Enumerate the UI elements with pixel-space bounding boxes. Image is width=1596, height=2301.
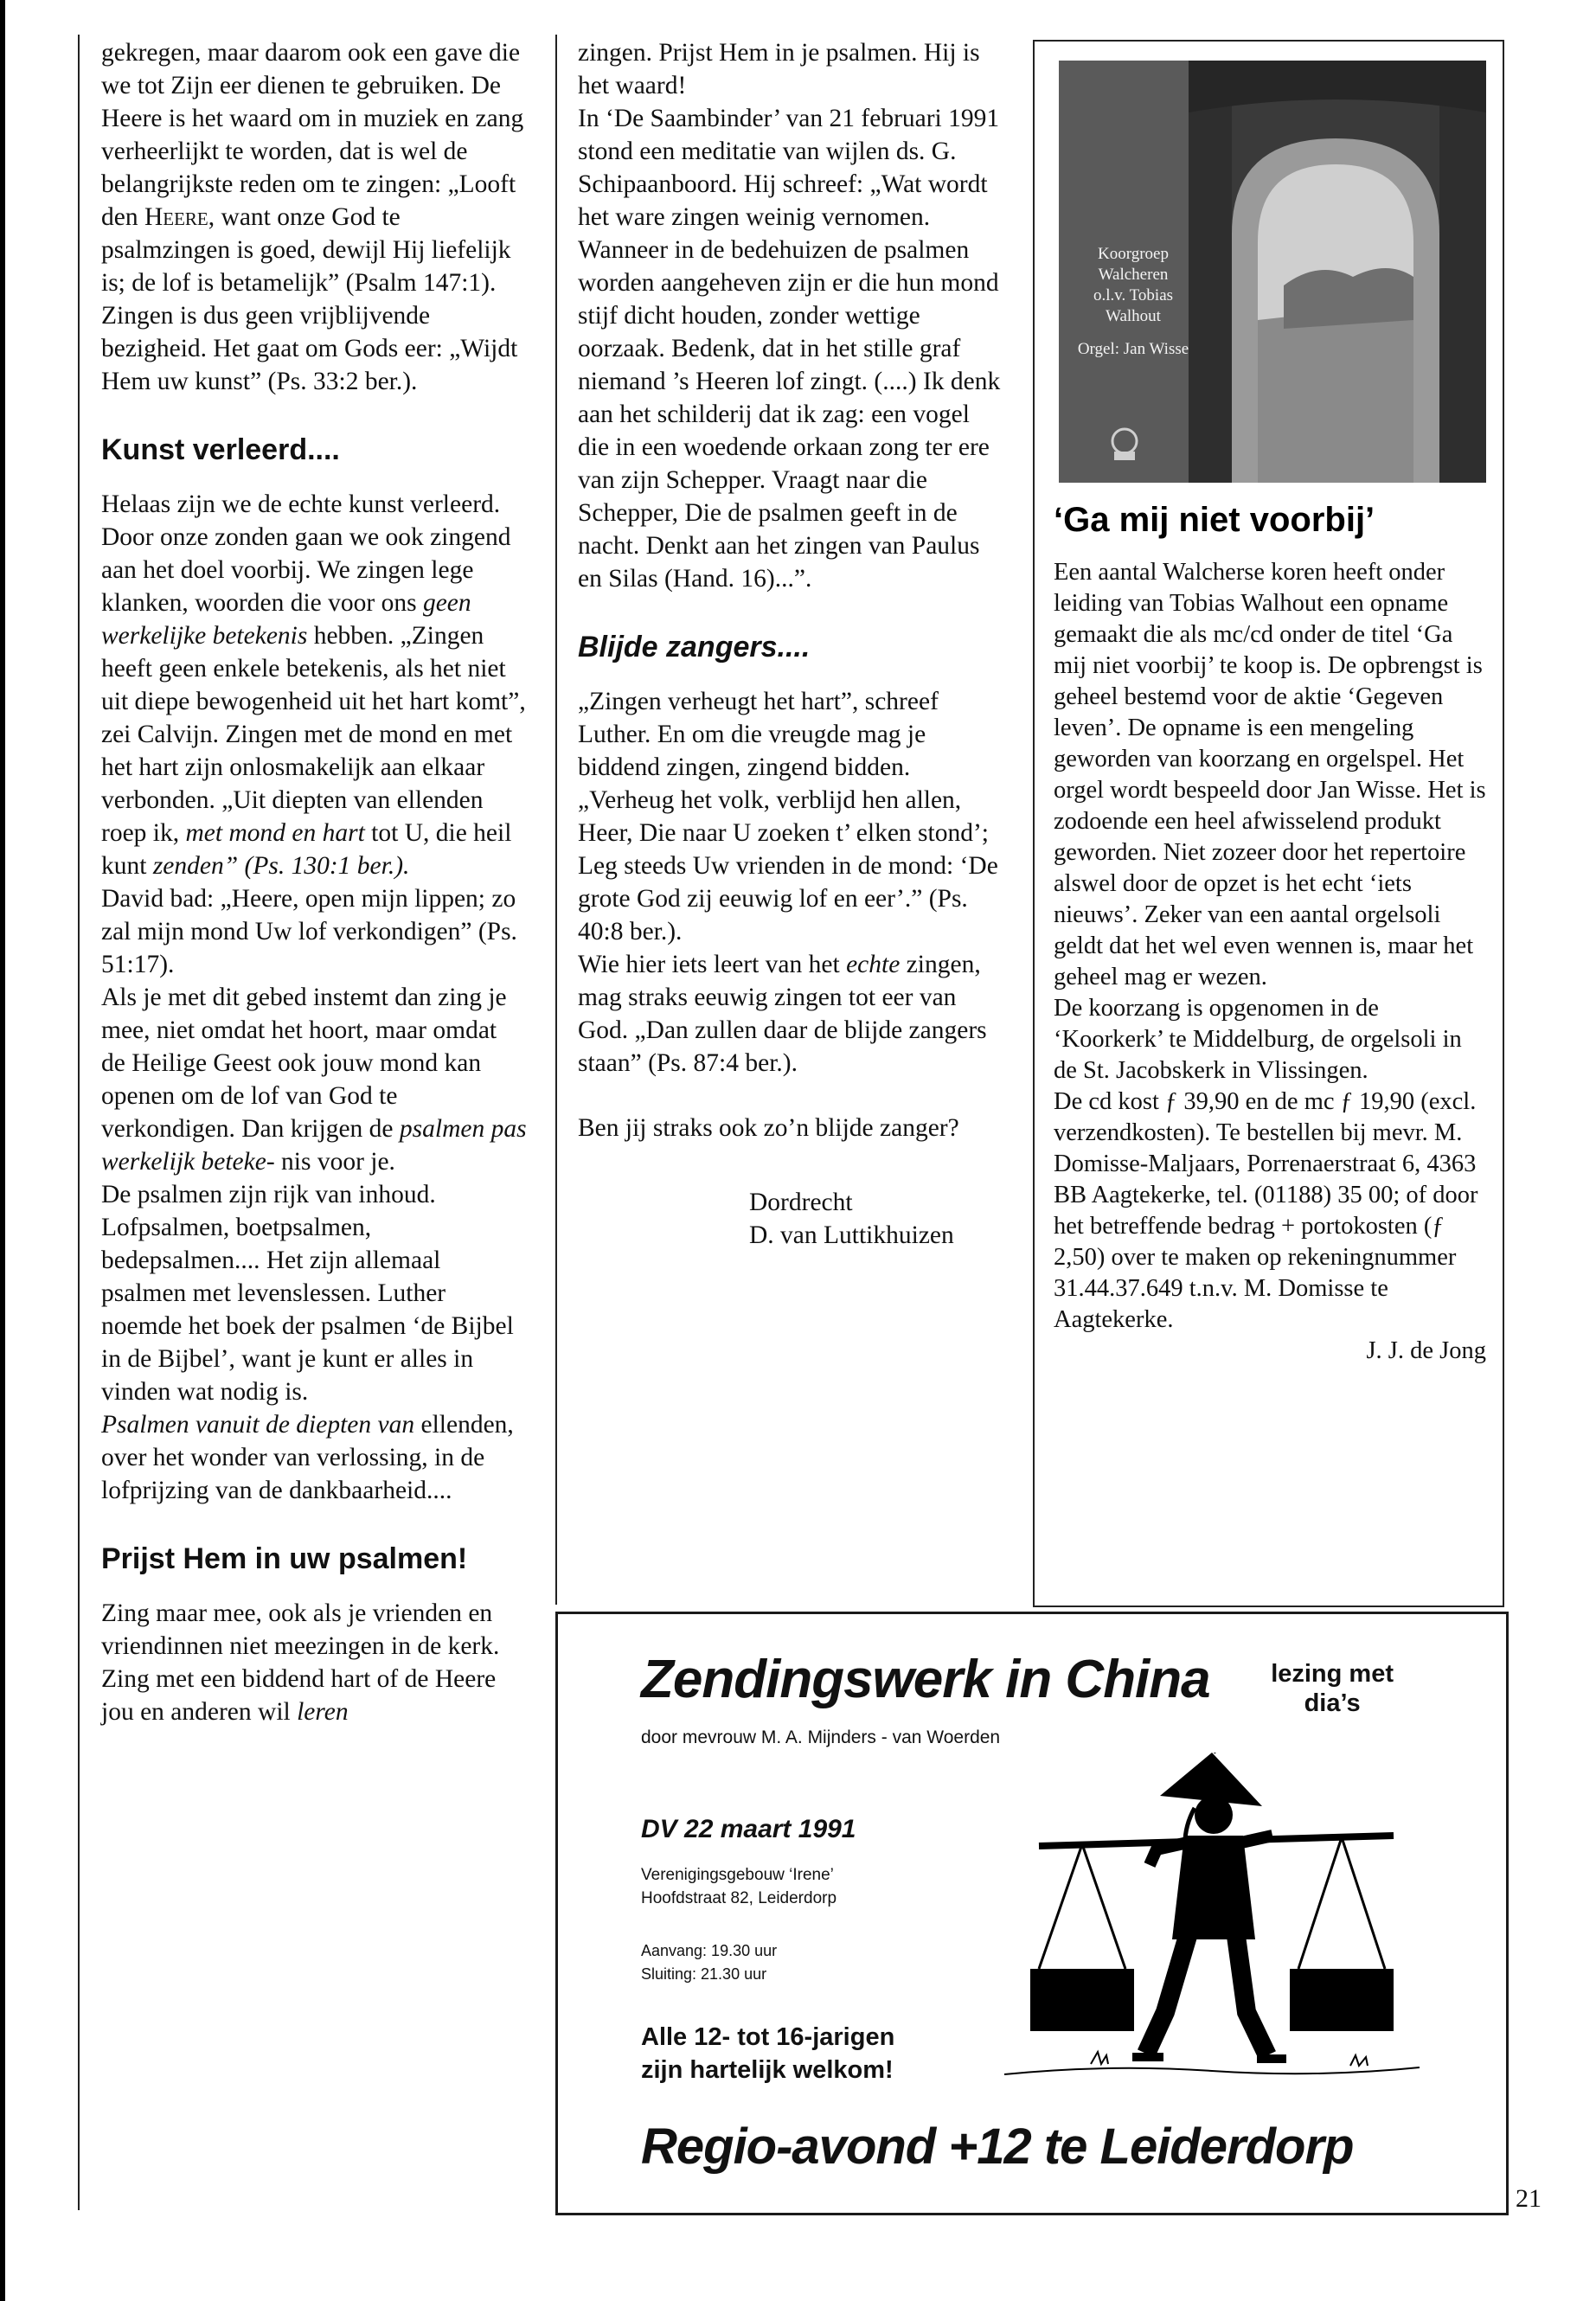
signature: [578, 1186, 1007, 1252]
album-cover-image: [1059, 61, 1486, 483]
ad-regio-avond: Regio-avond +12 te Leiderdorp: [641, 2118, 1354, 2175]
section-heading: Blijde zangers....: [578, 631, 811, 663]
paragraph: De psalmen zijn rijk van inhoud. Lofpsalmen, boetpsalmen, bedepsalmen.... Het zijn allemaal psalmen met levenslessen. Luther noemde het boek der psalmen ‘de Bijbel in de Bijbel’, want je kunt er alles in vinden wat nodig is.: [101, 1181, 514, 1406]
review-author: J. J. de Jong: [1366, 1337, 1486, 1364]
paragraph: In ‘De Saambinder’ van 21 februari 1991 stond een meditatie van wijlen ds. G. Schipaanboord. Hij schreef: „Wat wordt het ware zingen weinig vernomen. Wanneer in de bedehuizen de psalmen worden aangeheven zijn er die hun mond stijf dicht houden, zonder wettige oorzaak. Bedenk, dat in het stille graf niemand ’s Heeren lof zingt. (....) Ik denk aan het schilderij dat ik zag: een vogel die in een woedende orkaan zong ter ere van zijn Schepper. Vraagt naar die Schepper, Die de psalmen geeft in de nacht. Denkt aan het zingen van Paulus en Silas (Hand. 16)...”.: [578, 105, 1001, 593]
paragraph: gekregen, maar daarom ook een gave die we tot Zijn eer dienen te gebruiken. De Heere is het waard om in muziek en zang verheerlijkt te worden, dat is wel de belangrijkste reden om te zingen: „Looft den Heere, want onze God te psalmzingen is goed, dewijl Hij liefelijk is; de lof is betamelijk” (Psalm 147:1).: [101, 39, 524, 297]
cd-review-text: [1054, 557, 1486, 1367]
paragraph: „Zingen verheugt het hart”, schreef Luther. En om die vreugde mag je biddend zingen, zingend bidden. „Verheug het volk, verblijd hen allen, Heer, Die naar U zoeken t’ elken stond’; Leg steeds Uw vrienden in de mond: ‘De grote God zij eeuwig lof en eer’.” (Ps. 40:8 ber.).: [578, 688, 998, 945]
page-number: 21: [1516, 2184, 1542, 2213]
chinese-porter-illustration: [987, 1753, 1437, 2099]
album-cover-text: Koorgroep Walcheren o.l.v. Tobias Walhout Orgel: Jan Wisse: [1077, 245, 1189, 358]
cd-title: ‘Ga mij niet voorbij’: [1054, 501, 1375, 539]
section-heading: Prijst Hem in uw psalmen!: [101, 1542, 468, 1575]
paragraph: Ben jij straks ook zo’n blijde zanger?: [578, 1114, 959, 1142]
ad-title: Zendingswerk in China: [641, 1650, 1210, 1709]
paragraph: Een aantal Walcherse koren heeft onder leiding van Tobias Walhout een opname gemaakt die als mc/cd onder de titel ‘Ga mij niet voorbij’ te koop is. De opbrengst is geheel bestemd voor de aktie ‘Gegeven leven’. De opname is een mengeling geworden van koorzang en orgelspel. Het orgel wordt bespeeld door Jan Wisse. Het is zodoende een heel afwisselend produkt geworden. Niet zozeer door het repertoire alswel door de opzet is het echt ‘iets nieuws’. Zeker van een aantal orgelsoli geldt dat het wel even wennen is, maar het geheel mag er wezen.: [1054, 559, 1486, 990]
section-heading: Kunst verleerd....: [101, 433, 340, 466]
paragraph: Wie hier iets leert van het echte zingen, mag straks eeuwig zingen tot eer van God. „Dan zullen daar de blijde zangers staan” (Ps. 87:4 ber.).: [578, 951, 987, 1077]
paragraph: David bad: „Heere, open mijn lippen; zo zal mijn mond Uw lof verkondigen” (Ps. 51:17).: [101, 885, 517, 978]
ad-lecture-note: lezing met dia’s: [1271, 1660, 1394, 1717]
signature-place: Dordrecht: [749, 1189, 853, 1216]
column-rule-middle: [555, 35, 557, 1605]
column-rule-left: [78, 35, 80, 2210]
paragraph: De koorzang is opgenomen in de ‘Koorkerk’ te Middelburg, de orgelsoli in de St. Jacobskerk in Vlissingen.: [1054, 995, 1462, 1084]
article-column-1: [101, 36, 527, 1728]
ad-venue: Verenigingsgebouw ‘Irene’ Hoofdstraat 82, Leiderdorp: [641, 1866, 837, 1907]
paragraph: zingen. Prijst Hem in je psalmen. Hij is het waard!: [578, 39, 980, 99]
ad-date: DV 22 maart 1991: [641, 1815, 856, 1843]
cd-review-box: [1033, 40, 1504, 1607]
ad-speaker: door mevrouw M. A. Mijnders - van Woerden: [641, 1727, 1001, 1747]
paragraph: Als je met dit gebed instemt dan zing je mee, niet omdat het hoort, maar omdat de Heilige Geest ook jouw mond kan openen om de lof van God te verkondigen. Dan krijgen de psalmen pas werkelijk beteke- nis voor je.: [101, 984, 527, 1176]
paragraph: Zingen is dus geen vrijblijvende bezigheid. Het gaat om Gods eer: „Wijdt Hem uw kunst” (Ps. 33:2 ber.).: [101, 302, 518, 395]
page-edge: [0, 0, 5, 2301]
ad-times: Aanvang: 19.30 uur Sluiting: 21.30 uur: [641, 1942, 778, 1983]
event-advertisement: [555, 1612, 1509, 2215]
article-column-2: [578, 36, 1007, 1252]
paragraph: Zing maar mee, ook als je vrienden en vriendinnen niet meezingen in de kerk. Zing met een biddend hart of de Heere jou en anderen wil leren: [101, 1599, 500, 1726]
ad-welcome: Alle 12- tot 16-jarigen zijn hartelijk welkom!: [641, 2023, 895, 2084]
paragraph: Psalmen vanuit de diepten van ellenden, over het wonder van verlossing, in de lofprijzing van de dankbaarheid....: [101, 1411, 514, 1504]
paragraph: De cd kost ƒ 39,90 en de mc ƒ 19,90 (excl. verzendkosten). Te bestellen bij mevr. M. Domisse-Maljaars, Porrenaerstraat 6, 4363 BB Aagtekerke, tel. (01188) 35 00; of door het betreffende bedrag + portokosten (ƒ 2,50) over te maken op rekeningnummer 31.44.37.649 t.n.v. M. Domisse te Aagtekerke.: [1054, 1088, 1478, 1333]
signature-name: D. van Luttikhuizen: [749, 1221, 954, 1249]
paragraph: Helaas zijn we de echte kunst verleerd. Door onze zonden gaan we ook zingend aan het doel voorbij. We zingen lege klanken, woorden die voor ons geen werkelijke betekenis hebben. „Zingen heeft geen enkele betekenis, als het niet uit diepe bewogenheid uit het hart komt”, zei Calvijn. Zingen met de mond en met het hart zijn onlosmakelijk aan elkaar verbonden. „Uit diepten van ellenden roep ik, met mond en hart tot U, die heil kunt zenden” (Ps. 130:1 ber.).: [101, 490, 526, 880]
